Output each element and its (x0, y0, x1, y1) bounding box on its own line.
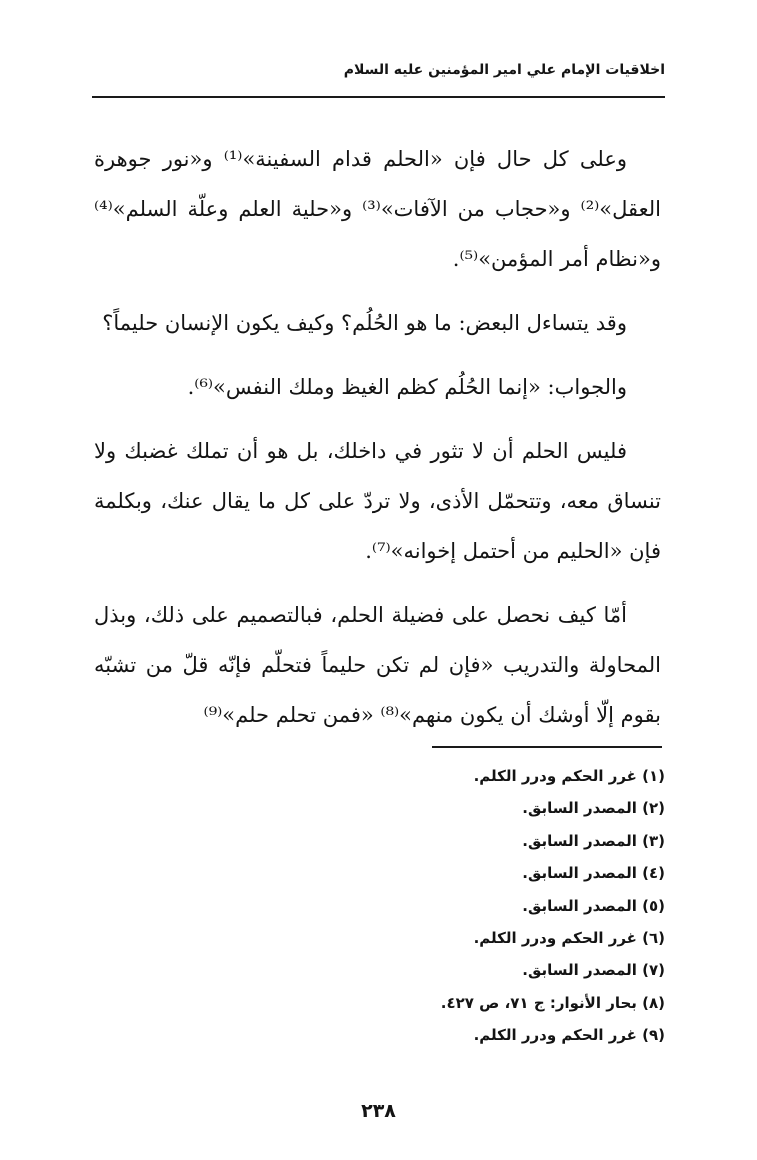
running-head-title: اخلاقيات الإمام علي امير المؤمنين عليه السلام (343, 62, 665, 78)
footnote-7: (٧) المصدر السابق. (522, 961, 665, 980)
paragraph-5: أمّا كيف نحصل على فضيلة الحلم، فبالتصميم على ذلك، وبذل المحاولة والتدريب «فإن لم تكن حليماً فتحلّم فإنّه قلّ من تشبّه بقوم إلّا أوشك أن يكون منهم»⁽⁸⁾ «فمن تحلم حلم»⁽⁹⁾ (94, 603, 661, 727)
footnote-3: (٣) المصدر السابق. (522, 831, 665, 850)
footnote-2: (٢) المصدر السابق. (522, 799, 665, 818)
footnote-4: (٤) المصدر السابق. (522, 864, 665, 883)
footnote-8: (٨) بحار الأنوار: ج ٧١، ص ٤٢٧. (440, 993, 665, 1012)
paragraph-3: والجواب: «إنما الحُلُم كظم الغيظ وملك النفس»⁽⁶⁾. (187, 375, 627, 399)
header-rule (92, 96, 665, 98)
footnote-5: (٥) المصدر السابق. (522, 896, 665, 915)
paragraph-2: وقد يتساءل البعض: ما هو الحُلُم؟ وكيف يكون الإنسان حليماً؟ (102, 311, 627, 335)
page-number: ٢٣٨ (361, 1100, 396, 1122)
footnote-6: (٦) غرر الحكم ودرر الكلم. (473, 929, 665, 948)
footnote-separator (432, 746, 662, 748)
footnote-1: (١) غرر الحكم ودرر الكلم. (473, 767, 665, 785)
paragraph-4: فليس الحلم أن لا تثور في داخلك، بل هو أن تملك غضبك ولا تنساق معه، وتتحمّل الأذى، ولا تردّ على كل ما يقال عنك، وبكلمة فإن «الحليم من أحتمل إخوانه»⁽⁷⁾. (94, 439, 661, 563)
footnote-9: (٩) غرر الحكم ودرر الكلم. (473, 1026, 665, 1045)
main-text (94, 134, 661, 754)
footnote-list (441, 760, 665, 1052)
paragraph-1: وعلى كل حال فإن «الحلم قدام السفينة»⁽¹⁾ و«نور جوهرة العقل»⁽²⁾ و«حجاب من الآفات»⁽³⁾ و«حلية العلم وعلّة السلم»⁽⁴⁾ و«نظام أمر المؤمن»⁽⁵⁾. (94, 147, 662, 271)
